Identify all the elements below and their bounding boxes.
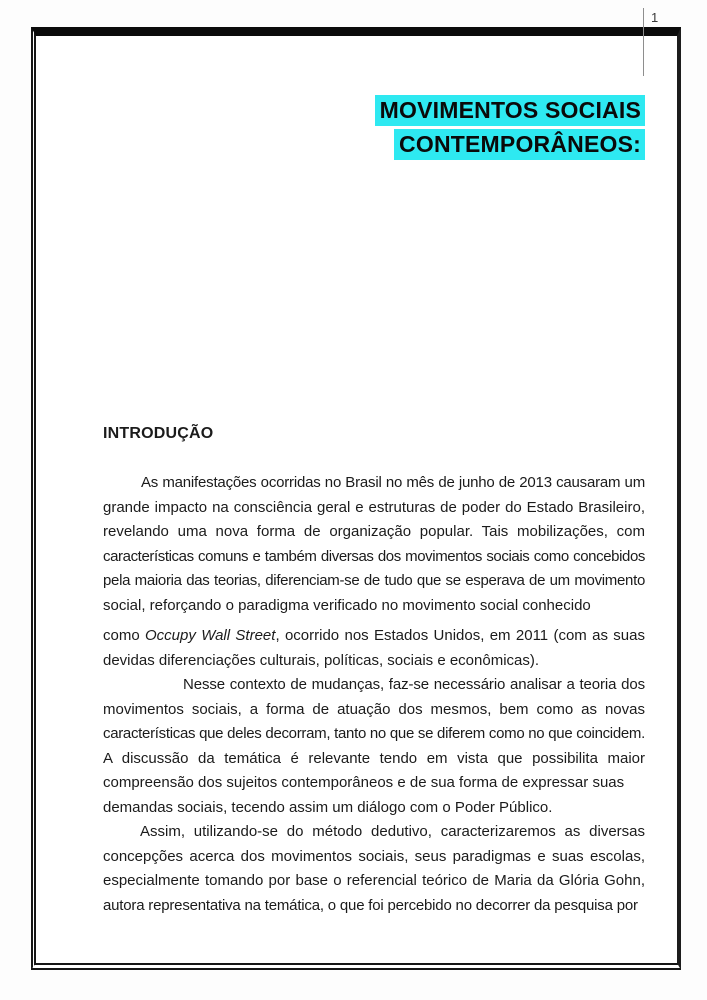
body-text-column [103, 424, 645, 918]
paragraph [103, 471, 645, 618]
text-line [103, 771, 645, 796]
text-line [103, 496, 645, 521]
title-line-1: MOVIMENTOS SOCIAIS [375, 95, 645, 126]
text-run: grande impacto na consciência geral e estruturas de poder do Estado Brasileiro, [103, 498, 645, 516]
text-run: como [103, 627, 146, 644]
text-run: Nesse contexto de mudanças, faz-se necessário analisar a teoria dos [183, 676, 645, 693]
text-run: características que deles decorram, tanto no que se diferem como no que coincidem. [103, 725, 645, 742]
text-line [103, 569, 645, 594]
text-run: A discussão da temática é relevante tendo em vista que possibilita maior [103, 749, 645, 767]
text-line [103, 673, 645, 698]
text-run: As manifestações ocorridas no Brasil no mês de junho de 2013 causaram um [141, 474, 645, 491]
text-run: devidas diferenciações culturais, políticas, sociais e econômicas). [103, 651, 540, 669]
scan-artifact-line [643, 8, 644, 76]
document-title [103, 95, 645, 163]
text-run: concepções acerca dos movimentos sociais, seus paradigmas e suas escolas, [103, 847, 645, 865]
text-line [103, 698, 645, 723]
text-line [103, 894, 645, 919]
text-run: pela maioria das teorias, diferenciam-se de tudo que se esperava de um movimento [103, 572, 645, 589]
text-run: social, reforçando o paradigma verificado no movimento social conhecido [103, 596, 591, 614]
text-line [103, 747, 645, 772]
text-run: Assim, utilizando-se do método dedutivo, caracterizaremos as diversas [140, 823, 645, 840]
text-line [103, 545, 645, 570]
text-line [103, 722, 645, 747]
text-line [103, 649, 645, 674]
text-line [103, 845, 645, 870]
section-heading: INTRODUÇÃO [103, 425, 214, 442]
title-line-1-wrap [103, 95, 645, 129]
text-run: demandas sociais, tecendo assim um diálogo com o Poder Público. [103, 798, 553, 816]
text-line [103, 624, 645, 649]
title-line-2: CONTEMPORÂNEOS: [394, 129, 645, 160]
italic-text: Occupy Wall Street [145, 627, 276, 644]
text-line [103, 820, 645, 845]
text-run: especialmente tomando por base o referencial teórico de Maria da Glória Gohn, [103, 872, 645, 889]
paragraph [103, 820, 645, 918]
page-number: 1 [651, 10, 659, 25]
text-run: compreensão dos sujeitos contemporâneos e de sua forma de expressar suas [103, 774, 625, 791]
text-run: , ocorrido nos Estados Unidos, em 2011 (com as suas [275, 627, 645, 644]
text-line [103, 520, 645, 545]
text-run: revelando uma nova forma de organização popular. Tais mobilizações, com [103, 523, 645, 540]
text-line [103, 869, 645, 894]
text-line [103, 594, 645, 619]
body-text [103, 471, 645, 918]
text-line [103, 471, 645, 496]
text-run: características comuns e também diversas dos movimentos sociais como concebidos [103, 547, 645, 565]
text-run: autora representativa na temática, o que foi percebido no decorrer da pesquisa por [103, 896, 638, 914]
paragraph [103, 673, 645, 820]
text-line [103, 796, 645, 821]
title-line-2-wrap [103, 129, 645, 163]
paragraph [103, 624, 645, 673]
text-run: movimentos sociais, a forma de atuação dos mesmos, bem como as novas [103, 700, 645, 718]
